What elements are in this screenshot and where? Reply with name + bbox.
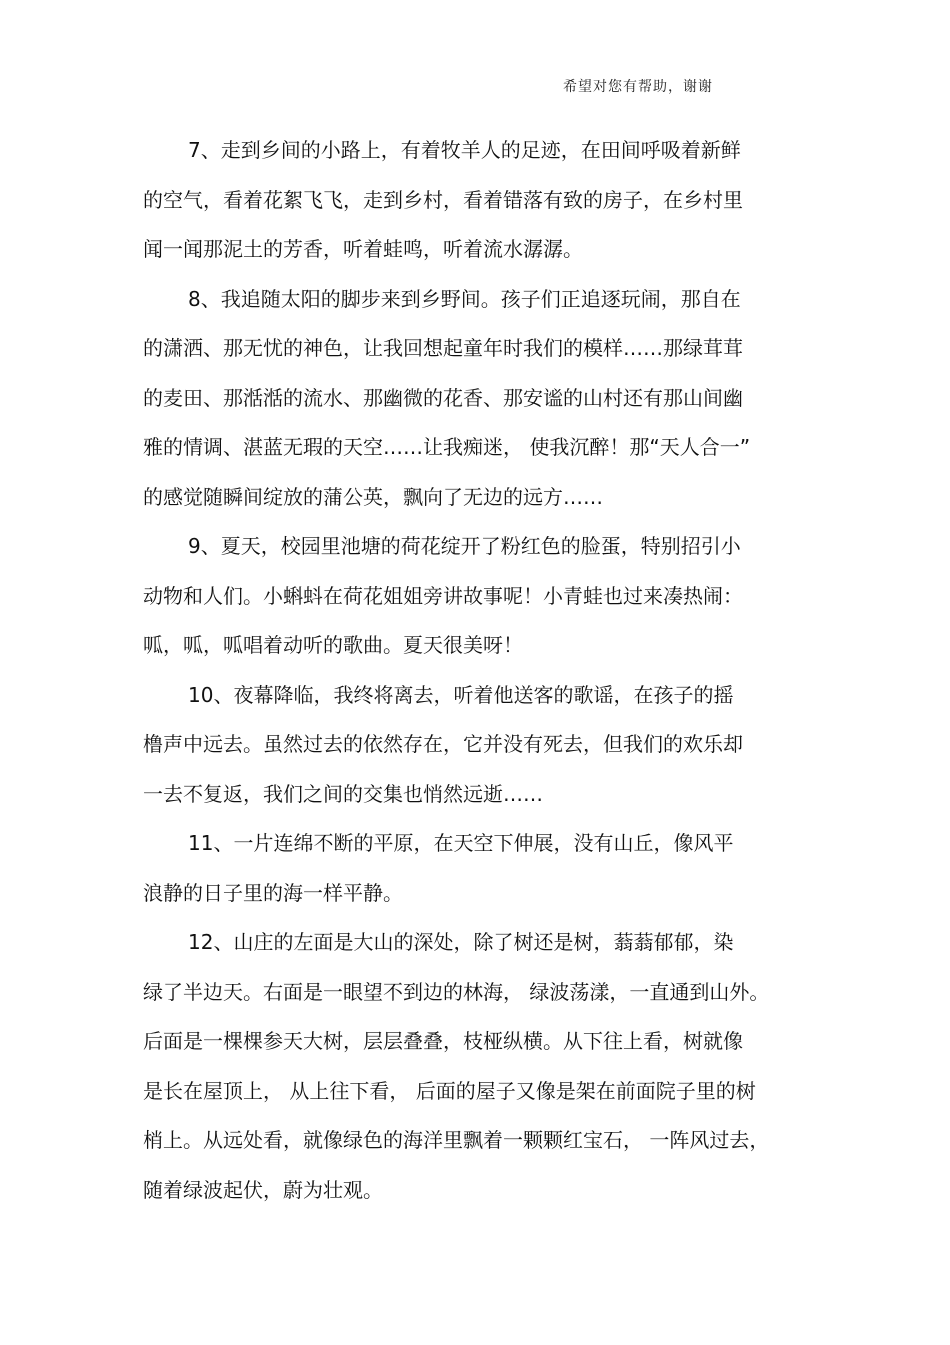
- text-line: 7、走到乡间的小路上，有着牧羊人的足迹，在田间呼吸着新鲜: [188, 138, 741, 162]
- text-line: 11、一片连绵不断的平原，在天空下伸展，没有山丘，像风平: [188, 831, 734, 855]
- text-line: 9、夏天，校园里池塘的荷花绽开了粉红色的脸蛋，特别招引小: [188, 534, 741, 558]
- paragraph: [143, 918, 793, 1215]
- paragraph: [143, 819, 793, 918]
- text-line: 梢上。从远处看，就像绿色的海洋里飘着一颗颗红宝石， 一阵风过去，: [143, 1128, 770, 1152]
- text-line: 闻一闻那泥土的芳香，听着蛙鸣，听着流水潺潺。: [143, 237, 583, 261]
- text-line: 8、我追随太阳的脚步来到乡野间。孩子们正追逐玩闹，那自在: [188, 286, 741, 311]
- text-line: 12、山庄的左面是大山的深处，除了树还是树，蓊蓊郁郁，染: [188, 930, 734, 954]
- document-body: [143, 126, 793, 1215]
- text-line: 的感觉随瞬间绽放的蒲公英，飘向了无边的远方……: [143, 484, 603, 509]
- text-line: 是长在屋顶上， 从上往下看， 后面的屋子又像是架在前面院子里的树: [143, 1078, 756, 1103]
- text-line: 的麦田、那湉湉的流水、那幽微的花香、那安谧的山村还有那山间幽: [143, 385, 743, 410]
- paragraph: [143, 126, 793, 275]
- paragraph: [143, 522, 793, 671]
- page-header: 希望对您有帮助，谢谢: [563, 79, 713, 95]
- text-line: 10、夜幕降临，我终将离去，听着他送客的歌谣，在孩子的摇: [188, 682, 734, 707]
- text-line: 的潇洒、那无忧的神色，让我回想起童年时我们的模样……那绿茸茸: [143, 336, 743, 360]
- paragraph: [143, 275, 793, 523]
- text-line: 橹声中远去。虽然过去的依然存在，它并没有死去，但我们的欢乐却: [143, 732, 743, 756]
- text-line: 一去不复返，我们之间的交集也悄然远逝……: [143, 781, 543, 806]
- text-line: 的空气，看着花絮飞飞，走到乡村，看着错落有致的房子，在乡村里: [143, 187, 743, 212]
- text-line: 呱，呱，呱唱着动听的歌曲。夏天很美呀！: [143, 633, 523, 657]
- text-line: 雅的情调、湛蓝无瑕的天空……让我痴迷， 使我沉醉！那“天人合一”: [143, 435, 751, 459]
- paragraph: [143, 671, 793, 820]
- text-line: 后面是一棵棵参天大树，层层叠叠，枝桠纵横。从下往上看，树就像: [143, 1029, 743, 1053]
- text-line: 浪静的日子里的海一样平静。: [143, 880, 403, 905]
- text-line: 绿了半边天。右面是一眼望不到边的林海， 绿波荡漾，一直通到山外。: [143, 979, 770, 1004]
- text-line: 动物和人们。小蝌蚪在荷花姐姐旁讲故事呢！小青蛙也过来凑热闹：: [143, 583, 743, 608]
- text-line: 随着绿波起伏，蔚为壮观。: [143, 1177, 383, 1202]
